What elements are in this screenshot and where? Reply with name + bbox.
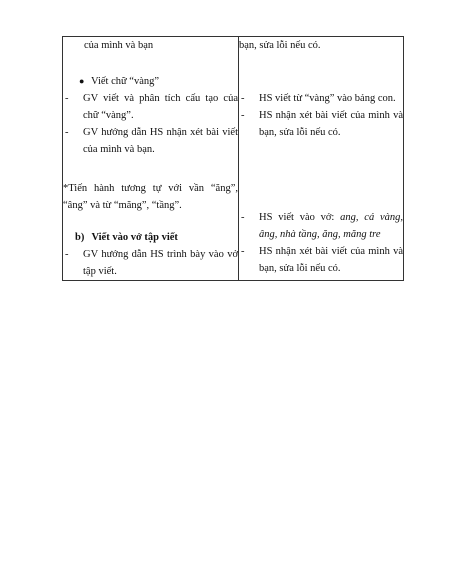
- list-item: [63, 124, 238, 158]
- section-heading: [63, 229, 238, 246]
- section-title: Viết vào vở tập viết: [91, 232, 178, 243]
- bullet-icon: ●: [79, 76, 85, 86]
- dash-marker: -: [65, 127, 69, 138]
- list-item-text: HS nhận xét bài viết của mình và bạn, sửa lỗi nếu có.: [259, 246, 403, 274]
- list-item-text: GV viết và phân tích cấu tạo của chữ “vàng”.: [83, 93, 238, 121]
- continued-line: của mình và bạn: [84, 40, 154, 51]
- section-label: b): [75, 232, 85, 243]
- lesson-table: [62, 36, 404, 281]
- list-item: [63, 246, 238, 280]
- note-paragraph: *Tiến hành tương tự với vần “ăng”, “âng” và từ “măng”, “tầng”.: [63, 183, 238, 211]
- table-row: [63, 37, 404, 281]
- list-item-text: HS viết từ “vàng” vào bảng con.: [259, 93, 396, 104]
- list-item: [239, 90, 403, 107]
- teacher-activities-cell: [63, 37, 239, 281]
- list-item: [239, 243, 403, 277]
- list-item-text: HS nhận xét bài viết của mình và bạn, sửa lỗi nếu có.: [259, 110, 403, 138]
- student-activities-cell: [239, 37, 404, 281]
- write-words: ang, cá vàng, âng, nhà tầng, ăng, măng tre: [259, 212, 403, 240]
- list-item: [239, 209, 403, 243]
- dash-marker: -: [241, 110, 245, 121]
- bullet-item: [63, 73, 238, 90]
- write-prefix: HS viết vào vở:: [259, 212, 335, 223]
- continued-line: bạn, sửa lỗi nếu có.: [239, 40, 321, 51]
- dash-marker: -: [65, 249, 69, 260]
- dash-marker: -: [241, 93, 245, 104]
- spacer: [239, 54, 403, 90]
- bullet-text: Viết chữ “vàng”: [91, 76, 160, 87]
- dash-marker: -: [241, 246, 245, 257]
- list-item-text: GV hướng dẫn HS nhận xét bài viết của mình và bạn.: [83, 127, 238, 155]
- dash-marker: -: [241, 212, 245, 223]
- list-item: [63, 90, 238, 124]
- list-item-text: GV hướng dẫn HS trình bày vào vở tập viết.: [83, 249, 238, 277]
- dash-marker: -: [65, 93, 69, 104]
- list-item: [239, 107, 403, 141]
- spacer: [239, 141, 403, 209]
- list-item-text: [259, 209, 403, 243]
